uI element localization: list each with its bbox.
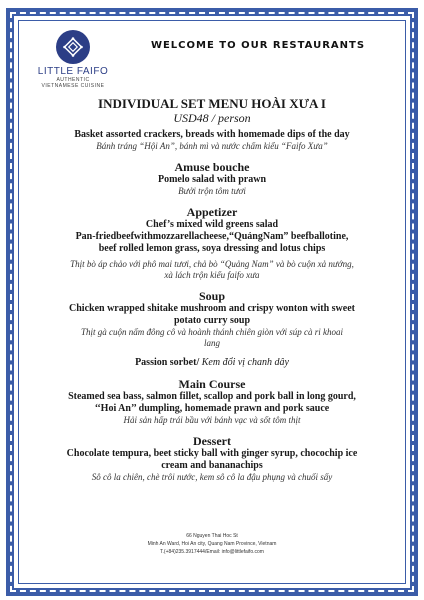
main-dish-1: Steamed sea bass, salmon fillet, scallop and pork ball in long gourd, — [68, 391, 356, 402]
sorbet-line — [30, 357, 394, 369]
amuse-viet: Bưởi trộn tôm tươi — [178, 186, 246, 196]
main-heading: Main Course — [178, 377, 246, 391]
logo-knot-icon — [56, 30, 90, 64]
logo-tagline-1: AUTHENTIC — [56, 77, 90, 83]
amuse-heading: Amuse bouche — [174, 160, 250, 174]
address-footer — [30, 532, 394, 556]
soup-dish-2: potato curry soup — [173, 315, 251, 326]
logo-tagline-2: VIETNAMESE CUISINE — [41, 83, 105, 89]
restaurant-logo — [28, 30, 118, 89]
sorbet-label: Passion sorbet/ — [135, 357, 200, 368]
main-viet: Hải sản hấp trái bầu với bánh vạc và sốt tôm thịt — [123, 415, 301, 425]
dessert-dish-2: cream and bananachips — [161, 460, 263, 471]
dessert-viet: Sô cô la chiên, chè trôi nước, kem sô cô la đậu phụng và chuối sấy — [91, 472, 333, 482]
appetizer-viet-2: xà lách trộn kiểu faifo xưa — [164, 270, 260, 280]
footer-street: 66 Nguyen Thai Hoc St — [186, 533, 238, 539]
appetizer-heading: Appetizer — [186, 205, 238, 219]
appetizer-dish-2: Pan-friedbeefwithmozzarellacheese,“QuảngNam” beefballotine, — [75, 231, 349, 242]
footer-ward: Minh An Ward, Hoi An city, Quang Nam Province, Vietnam — [147, 541, 277, 547]
amuse-dish: Pomelo salad with prawn — [157, 174, 267, 185]
appetizer-viet-1: Thịt bò áp chảo với phô mai tươi, chả bò “Quảng Nam” và bò cuộn xả nướng, — [70, 259, 354, 269]
intro-viet: Bánh tráng “Hội An”, bánh mì và nước chấm kiểu “Faifo Xưa” — [96, 141, 328, 151]
footer-contact: T.(+84)235.3917444/Email: info@littlefaifo.com — [160, 549, 264, 555]
appetizer-dish-1: Chef’s mixed wild greens salad — [145, 219, 279, 230]
soup-viet-1: Thịt gà cuộn nấm đông cô và hoành thánh chiên giòn với súp cà ri khoai — [80, 327, 344, 337]
dessert-dish-1: Chocolate tempura, beet sticky ball with ginger syrup, chocochip ice — [66, 448, 358, 459]
menu-price: USD48 / person — [173, 111, 251, 125]
main-dish-2: ‘‘Hoi An’’ dumpling, homemade prawn and pork sauce — [94, 403, 330, 414]
soup-viet-2: lang — [203, 338, 220, 348]
soup-heading: Soup — [198, 289, 226, 303]
logo-name: LITTLE FAIFO — [37, 66, 109, 77]
appetizer-dish-3: beef rolled lemon grass, soya dressing and lotus chips — [98, 243, 326, 254]
soup-dish-1: Chicken wrapped shitake mushroom and crispy wonton with sweet — [69, 303, 355, 314]
sorbet-viet: Kem đổi vị chanh dây — [201, 357, 289, 368]
intro-dish: Basket assorted crackers, breads with homemade dips of the day — [74, 129, 350, 140]
menu-content — [30, 96, 394, 483]
menu-title: INDIVIDUAL SET MENU HOÀI XƯA I — [98, 96, 326, 111]
welcome-heading: WELCOME TO OUR RESTAURANTS — [150, 40, 366, 51]
dessert-heading: Dessert — [193, 434, 231, 448]
